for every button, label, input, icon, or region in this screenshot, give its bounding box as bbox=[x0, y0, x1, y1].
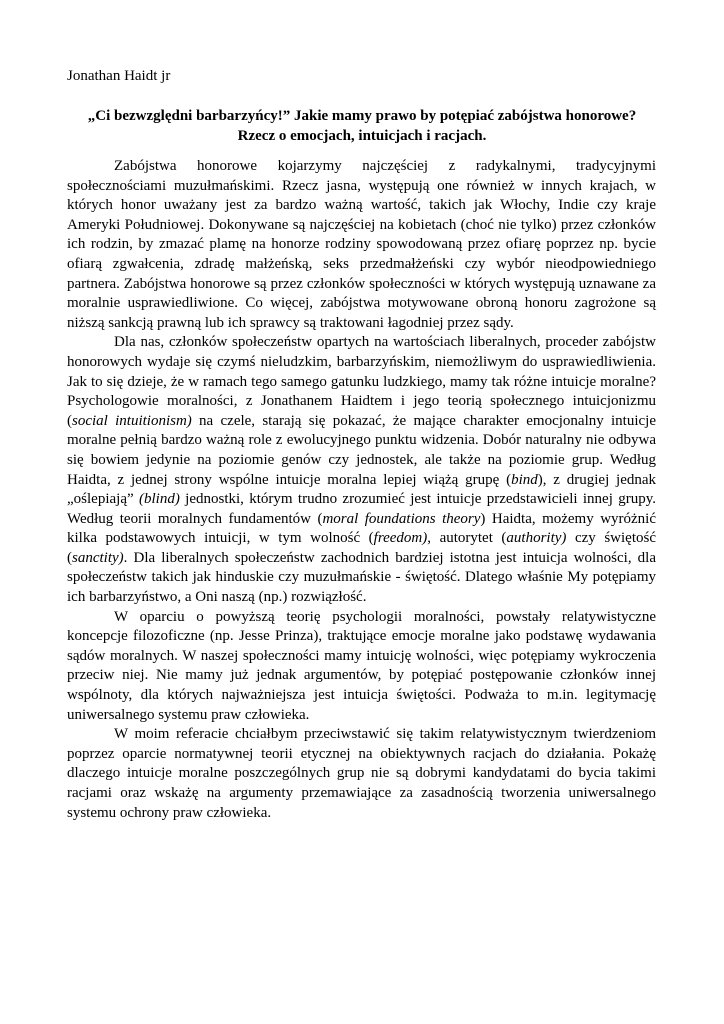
paragraph-text-run: na czele, starają się pokazać, że mające charakter emocjonalny intuicje moralne pełnią bardzo ważną role z ewolucyjnego punktu widzenia. Dobór naturalny nie odbywa się bowiem jedynie na poziomie genów czy jednostek, ale także na poziomie grup. Według Haidta, z jednej strony wspólne intuicje moralna lepiej wiążą grupę ( bbox=[67, 412, 657, 488]
paragraph-text-run: W moim referacie chciałbym przeciwstawić się takim relatywistycznym twierdzeniom poprzez oparcie normatywnej teorii etycznej na obiektywnych racjach do działania. Pokażę dlaczego intuicje moralne poszczególnych grup nie są dobrymi kandydatami do bycia takimi racjami oraz wskażę na argumenty przemawiające za zasadnością tworzenia uniwersalnego systemu ochrony praw człowieka. bbox=[67, 726, 656, 821]
document-title bbox=[67, 106, 657, 146]
title-line-2: Rzecz o emocjach, intuicjach i racjach. bbox=[237, 128, 487, 144]
italic-term: sanctity) bbox=[72, 549, 124, 566]
paragraph-text-run: . Dla liberalnych społeczeństw zachodnich bardziej istotna jest intuicja wolności, dla społeczeństw takich jak hinduskie czy muzułmańskie - świętość. Dlatego właśnie My potępiamy ich barbarzyństwo, a Oni naszą (np.) rozwiązłość. bbox=[67, 549, 656, 606]
paragraph-text-run: czy świętość ( bbox=[67, 530, 656, 566]
paragraph-4 bbox=[67, 725, 656, 823]
paragraph-1 bbox=[67, 157, 656, 333]
paragraph-text-run: , autorytet ( bbox=[427, 530, 507, 547]
paragraph-text-run: ), z drugiej jednak „oślepiają” bbox=[67, 471, 657, 508]
title-line-1: „Ci bezwzględni barbarzyńcy!” Jakie mamy prawo by potępiać zabójstwa honorowe? bbox=[87, 108, 637, 124]
italic-term: moral foundations theory bbox=[322, 510, 481, 527]
paragraph-text-run: ) Haidta, możemy wyróżnić kilka podstawowych intuicji, w tym wolność ( bbox=[67, 510, 657, 547]
italic-term: authority) bbox=[506, 530, 567, 547]
paragraph-text-run: W oparciu o powyższą teorię psychologii moralności, powstały relatywistyczne koncepcje filozoficzne (np. Jesse Prinza), traktujące emocje moralne jako podstawę wydawania sądów moralnych. W naszej społeczności mamy intuicję wolności, więc potępiamy wykroczenia przeciw niej. Nie mamy już jednak argumentów, by potępiać postępowanie członków innej wspólnoty, dla których najważniejsza jest intuicja świętości. Podważa to m.in. legitymację uniwersalnego systemu praw człowieka. bbox=[67, 608, 656, 723]
paragraph-text-run: jednostki, którym trudno zrozumieć jest intuicje przedstawicieli innej grupy. Według teorii moralnych fundamentów ( bbox=[67, 491, 656, 527]
italic-term: social intuitionism) bbox=[72, 412, 192, 429]
italic-term: freedom) bbox=[373, 530, 428, 547]
author-name: Jonathan Haidt jr bbox=[67, 68, 171, 84]
paragraph-3 bbox=[67, 608, 656, 726]
italic-term: bind bbox=[511, 471, 538, 488]
paragraph-text-run: Dla nas, członków społeczeństw opartych na wartościach liberalnych, proceder zabójstw honorowych wydaje się czymś nieludzkim, barbarzyńskim, niemożliwym do usprawiedliwienia. Jak to się dzieje, że w ramach tego samego gatunku ludzkiego, mamy tak różne intuicje moralne? Psychologowie moralności, z Jonathanem Haidtem i jego teorią społecznego intuicjonizmu ( bbox=[67, 334, 656, 429]
paragraph-text-run: Zabójstwa honorowe kojarzymy najczęściej z radykalnymi, tradycyjnymi społecznościami muzułmańskimi. Rzecz jasna, występują one również w innych krajach, w których honor uważany jest za bardzo ważną wartość, takich jak Włochy, Indie czy kraje Ameryki Południowej. Dokonywane są najczęściej na kobietach (choć nie tylko) przez członków ich rodzin, by zmazać plamę na honorze rodziny spowodowaną przez ofiarę poprzez np. bycie ofiarą zgwałcenia, zdradę małżeńską, seks przedmałżeński czy wybór nieodpowiedniego partnera. Zabójstwa honorowe są przez członków społeczności w których występują uznawane za moralnie usprawiedliwione. Co więcej, zabójstwa motywowane obroną honoru zagrożone są niższą sankcją prawną lub ich sprawcy są traktowani łagodniej przez sądy. bbox=[67, 158, 656, 331]
document-body bbox=[67, 157, 656, 823]
paragraph-2 bbox=[67, 333, 656, 607]
italic-term: (blind) bbox=[138, 491, 180, 508]
